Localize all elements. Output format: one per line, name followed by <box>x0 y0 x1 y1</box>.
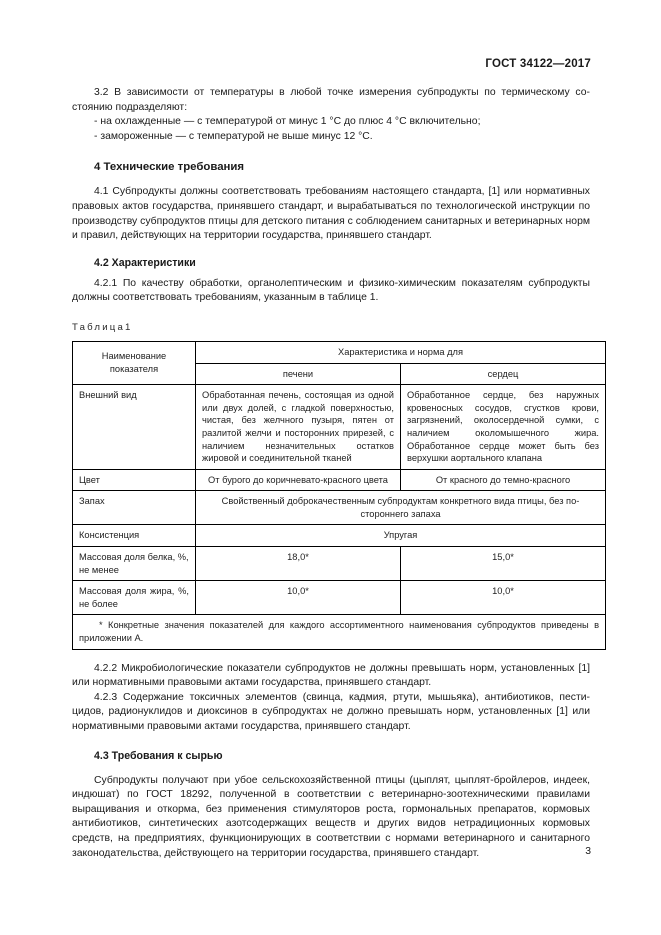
spacer <box>72 306 590 322</box>
cell-consistency-merged: Упругая <box>196 525 606 547</box>
table-header-liver: печени <box>196 363 401 385</box>
paragraph-4-3: Субпродукты получают при убое сельскохозяйственной птицы (цыплят, цыплят-бройлеров, индеек, индюшат) по ГОСТ 18292, полученной в соответствии с ветеринарно-зоотехническими правилами выращивания и откорма, без применения стимуляторов роста, гормональных препаратов, кормовых антибиотиков, синтетических азотсодержащих веществ и других видов нетрадиционных кормовых средств, на предприятиях, функционирующих в соответствии с нормами ветеринарного и санитарного законодательства, действующего на территории государства, принявшего стандарт. <box>72 774 590 859</box>
document-header-standard-number: ГОСТ 34122—2017 <box>485 58 591 70</box>
table-header-group-title: Характеристика и норма для <box>196 341 606 363</box>
list-item-chilled: - на охлажденные — с температурой от минус 1 °С до плюс 4 °С включительно; <box>94 116 481 128</box>
table-caption <box>72 322 590 333</box>
cell-protein-liver: 18,0* <box>196 547 401 581</box>
document-content <box>72 86 600 861</box>
subsection-heading-4-2: 4.2 Характеристики <box>94 256 196 269</box>
spacer <box>72 650 590 662</box>
table-header-row-group <box>73 341 606 363</box>
table-row <box>73 547 606 581</box>
subsection-heading-4-3: 4.3 Требования к сырью <box>94 749 223 762</box>
spacer <box>72 244 590 256</box>
requirements-table <box>72 341 606 650</box>
paragraph-3-2: 3.2 В зависимости от температуры в любой точке измерения субпродукты по термическому состоянию подразделяют: <box>72 87 590 113</box>
cell-fat-heart: 10,0* <box>401 581 606 615</box>
spacer <box>72 175 590 185</box>
table-footnote <box>73 615 606 649</box>
table-body <box>73 385 606 650</box>
row-label-smell: Запах <box>73 491 196 525</box>
cell-color-heart: От красного до темно-красного <box>401 469 606 491</box>
page-number: 3 <box>585 846 591 857</box>
paragraph-4-2-2: 4.2.2 Микробиологические показатели субпродуктов не должны превышать норм, установленных [1] или нормативными правовыми актами государства, принявшего стандарт. <box>72 662 590 689</box>
paragraph-4-1: 4.1 Субпродукты должны соответствовать требованиям настоящего стандарта, [1] или нормативных правовых актов государства, принявшего стандарт, и вырабатываться по технологической инструкции по производству субпродуктов птицы для детского питания с соблюдением санитарных и ветеринарных норм и правил, действующих на территории государства, принявшего стандарт. <box>72 186 590 242</box>
table-row <box>73 469 606 491</box>
table-footnote-text: * Конкретные значения показателей для каждого ассортиментного наименования субпродуктов приведены в приложении А. <box>79 620 600 644</box>
list-item-frozen: - замороженные — с температурой не выше минус 12 °С. <box>94 130 373 142</box>
cell-appearance-heart: Обработанное сердце, без наружных кровеносных сосудов, сгустков крови, загрязнений, околосердечной сумки, с наличием околомышечного жира. Обработанное сердце может быть без верхушки аортального клапана <box>401 385 606 470</box>
row-label-appearance: Внешний вид <box>73 385 196 470</box>
cell-color-liver: От бурого до коричневато-красного цвета <box>196 469 401 491</box>
cell-smell-merged: Свойственный доброкачественным субпродуктам конкретного вида птицы, без постороннего запаха <box>196 491 606 525</box>
table-header-heart: сердец <box>401 363 606 385</box>
table-footnote-row <box>73 615 606 649</box>
cell-appearance-liver: Обработанная печень, состоящая из одной или двух долей, с гладкой поверхностью, чистая, без желчного пузыря, пятен от разлитой желчи и посторонних прирезей, с наличием незначительных остатков жировой и соединительной тканей <box>196 385 401 470</box>
cell-fat-liver: 10,0* <box>196 581 401 615</box>
table-row <box>73 581 606 615</box>
table-row <box>73 491 606 525</box>
section-heading-4: 4 Технические требования <box>94 161 245 174</box>
table-caption-word: Таблица <box>72 321 126 333</box>
table-header-indicator-name: Наименование показателя <box>73 341 196 384</box>
spacer <box>72 735 590 749</box>
spacer <box>72 144 590 160</box>
paragraph-4-2-3: 4.2.3 Содержание токсичных элементов (свинца, кадмия, ртути, мышьяка), антибиотиков, пестицидов, радионуклидов и диоксинов в субпродуктах не должно превышать норм, установленных [1] или нормативными правовыми актами государства, принявшего стандарт. <box>72 691 590 732</box>
table-row <box>73 385 606 470</box>
table-caption-number: 1 <box>125 321 131 333</box>
cell-protein-heart: 15,0* <box>401 547 606 581</box>
row-label-consistency: Консистенция <box>73 525 196 547</box>
row-label-fat: Массовая доля жира, %, не более <box>73 581 196 615</box>
table-row <box>73 525 606 547</box>
paragraph-4-2-1: 4.2.1 По качеству обработки, органолептическим и физико-химическим показателям субпродукты должны соответствовать требованиям, указанным в таблице 1. <box>72 277 590 304</box>
spacer <box>72 764 590 774</box>
spacer <box>72 333 590 341</box>
table-head <box>73 341 606 384</box>
row-label-protein: Массовая доля белка, %, не менее <box>73 547 196 581</box>
row-label-color: Цвет <box>73 469 196 491</box>
